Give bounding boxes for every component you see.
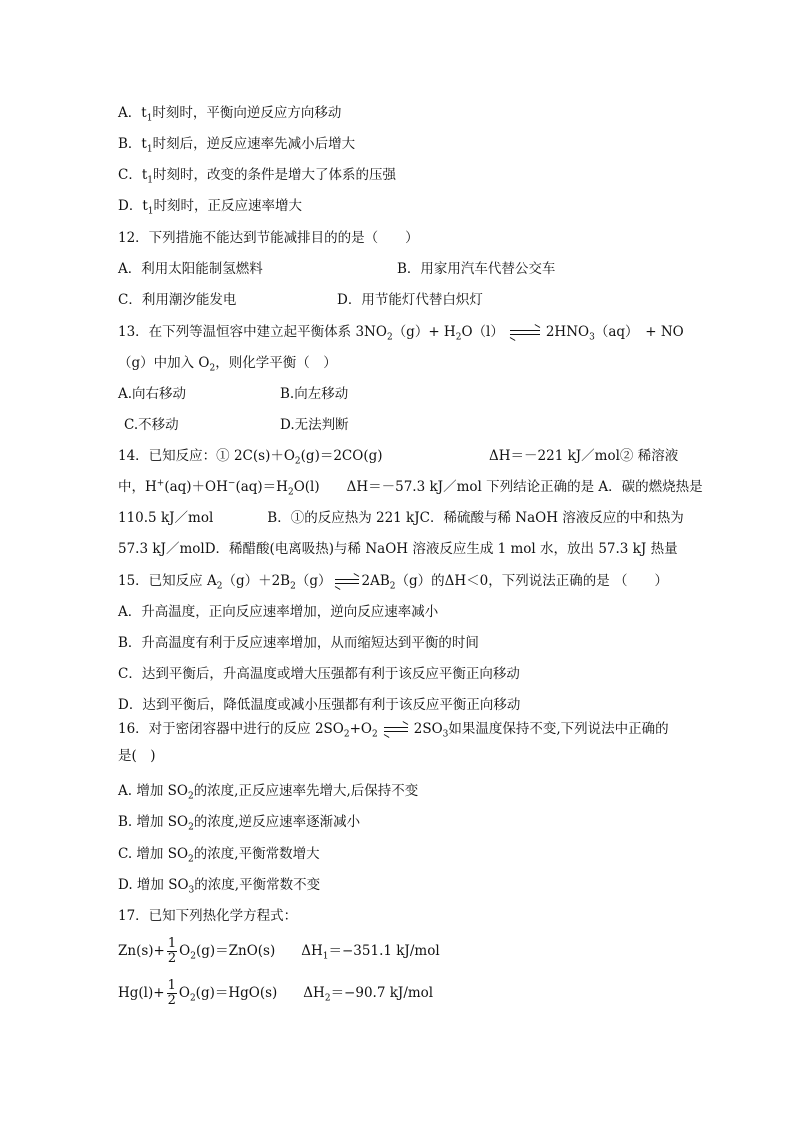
q13-option-a: A.向右移动 (118, 386, 187, 402)
q16-option-d: D. 增加 $SO_3$的浓度,平衡常数不变 (118, 877, 321, 896)
q14-line4: 57.3 kJ／molD．稀醋酸(电离吸热)与稀 NaOH 溶液反应生成 1 mol 水，放出 57.3 kJ 热量 (118, 541, 678, 557)
q12-option-c: C．利用潮汐能发电 (118, 292, 237, 308)
q13-stem-line2: （g）中加入 $O_2$，则化学平衡（ ） (118, 355, 337, 374)
q15-stem: 15．已知反应 $A_2(g)+2B_2(g)$ $2AB_2(g)$的ΔH＜0，下列说法正确的是 （ ） (118, 573, 669, 592)
q13-option-b: B.向左移动 (280, 386, 349, 402)
q17-equation-2: Hg(l)+ $\frac{1}{2}$ $O_2(g)=HgO(s)$ $\Delta H_2=-90.7$ kJ/mol (118, 978, 434, 1008)
q11-option-a: A．$t_1$时刻时，平衡向逆反应方向移动 (118, 105, 342, 124)
q12-stem: 12．下列措施不能达到节能减排目的的是（ ） (118, 230, 419, 246)
q17-equation-1: Zn(s)+ $\frac{1}{2}$ $O_2(g)=ZnO(s)$ $\Delta H_1=-351.1$ kJ/mol (118, 936, 440, 966)
q15-option-c: C．达到平衡后，升高温度或增大压强都有利于该反应平衡正向移动 (118, 666, 520, 682)
q13-option-d: D.无法判断 (280, 417, 349, 433)
q16-option-a: A. 增加 $SO_2$的浓度,正反应速率先增大,后保持不变 (118, 783, 419, 802)
q14-line1-dh: ΔH＝－221 kJ／mol② 稀溶液 (489, 448, 679, 464)
q15-option-d: D．达到平衡后，降低温度或减小压强都有利于该反应平衡正向移动 (118, 697, 521, 713)
q14-line1: 14．已知反应：① $2C(s)+O_2(g)=2CO(g)$ (118, 448, 383, 467)
q11-option-b: B．$t_1$时刻后，逆反应速率先减小后增大 (118, 136, 356, 155)
q11-option-c: C．$t_1$时刻时，改变的条件是增大了体系的压强 (118, 167, 396, 186)
q12-option-a: A．利用太阳能制氢燃料 (118, 261, 263, 277)
q15-option-b: B．升高温度有利于反应速率增加，从而缩短达到平衡的时间 (118, 635, 479, 651)
reversible-arrow-icon (510, 328, 540, 338)
reversible-arrow-icon (384, 725, 408, 735)
q13-stem: 13．在下列等温恒容中建立起平衡体系 $3NO_2(g)+ H_2O(l)$ $2HNO_3(aq)$ + NO (118, 324, 684, 343)
q16-option-c: C. 增加 $SO_2$的浓度,平衡常数增大 (118, 846, 320, 865)
q15-option-a: A．升高温度，正向反应速率增加，逆向反应速率减小 (118, 604, 439, 620)
q17-stem: 17．已知下列热化学方程式： (118, 908, 298, 924)
q16-option-b: B. 增加 $SO_2$的浓度,逆反应速率逐渐减小 (118, 814, 361, 833)
q14-line2: 中，$H^+(aq)+OH^-(aq)=H_2O(l)$ ΔH＝－57.3 kJ／mol 下列结论正确的是 A．碳的燃烧热是 (118, 478, 703, 498)
fraction-half: $\frac{1}{2}$ (167, 936, 177, 966)
q11-option-d: D．$t_1$时刻时，正反应速率增大 (118, 198, 302, 217)
q12-option-b: B．用家用汽车代替公交车 (397, 261, 556, 277)
reversible-arrow-icon (335, 577, 359, 587)
q14-line3: 110.5 kJ／mol B．①的反应热为 221 kJC．稀硫酸与稀 NaOH 溶液反应的中和热为 (118, 510, 684, 526)
fraction-half: $\frac{1}{2}$ (167, 978, 176, 1008)
q16-stem: 16．对于密闭容器中进行的反应 $2SO_2+O_2$ $2SO_3$如果温度保持不变,下列说法中正确的 (118, 721, 669, 740)
q16-stem-line2: 是( ) (118, 748, 156, 764)
q13-option-c: C.不移动 (124, 417, 179, 433)
q12-option-d: D．用节能灯代替白炽灯 (337, 292, 483, 308)
